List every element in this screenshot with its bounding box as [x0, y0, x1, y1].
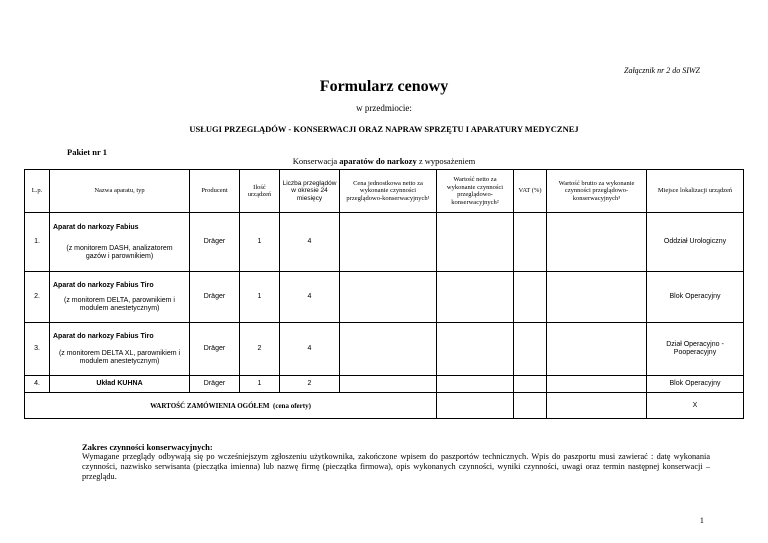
row-location: Blok Operacyjny	[647, 272, 744, 323]
row-device	[50, 213, 190, 272]
table-row	[25, 213, 744, 272]
device-detail: (z monitorem DELTA, parownikiem i modulem anestetycznym)	[64, 296, 175, 312]
row-net-value[interactable]	[437, 213, 514, 272]
device-detail: (z monitorem DASH, analizatorem gazów i parownikiem)	[66, 244, 173, 260]
row-gross-value[interactable]	[547, 323, 647, 376]
header-unit-price: Cena jednostkowa netto za wykonanie czynności przeglądowo-konserwacyjnych¹	[340, 170, 437, 213]
header-lp: L.p.	[25, 170, 50, 213]
header-inspections: Liczba przeglądów w okresie 24 miesięcy	[280, 170, 340, 213]
price-table	[24, 169, 744, 419]
row-gross-value[interactable]	[547, 376, 647, 393]
page-number: 1	[699, 515, 704, 525]
row-unit-price[interactable]	[340, 323, 437, 376]
konserwacja-line	[0, 156, 768, 166]
subject-line: w przedmiocie:	[356, 103, 412, 113]
row-gross-value[interactable]	[547, 213, 647, 272]
row-vat[interactable]	[514, 213, 547, 272]
row-producer: Dräger	[190, 323, 240, 376]
row-lp: 3.	[25, 323, 50, 376]
row-net-value[interactable]	[437, 272, 514, 323]
header-vat: VAT (%)	[514, 170, 547, 213]
row-device	[50, 272, 190, 323]
row-unit-price[interactable]	[340, 213, 437, 272]
table-row	[25, 376, 744, 393]
row-lp: 1.	[25, 213, 50, 272]
row-producer: Dräger	[190, 213, 240, 272]
header-qty: Ilość urządzeń	[240, 170, 280, 213]
total-gross-value[interactable]	[547, 393, 647, 419]
total-vat[interactable]	[514, 393, 547, 419]
row-vat[interactable]	[514, 323, 547, 376]
konserwacja-suffix: z wyposażeniem	[416, 156, 476, 166]
total-label	[25, 393, 437, 419]
total-note: (cena oferty)	[273, 401, 311, 410]
scope-text: Wymagane przeglądy odbywają się po wcześniejszym zgłoszeniu użytkownika, zakończone wpisem do paszportów technicznych. Wpis do paszportu musi zawierać : datę wykonania czynności, nazwisko serwisanta (pieczątka imienna) lub nazwę firmę (pieczątka firmowa), opis wykonanych czynności, wyniki czynności, uwagi oraz termin następnej konserwacji – przeglądu.	[82, 452, 710, 481]
row-producer: Dräger	[190, 272, 240, 323]
konserwacja-prefix: Konserwacja	[292, 156, 340, 166]
row-location: Blok Operacyjny	[647, 376, 744, 393]
table-header-row	[25, 170, 744, 213]
device-detail: (z monitorem DELTA XL, parownikiem i modulem anestetycznym)	[58, 349, 181, 365]
row-lp: 2.	[25, 272, 50, 323]
page-title: Formularz cenowy	[319, 78, 449, 95]
row-inspections: 4	[280, 272, 340, 323]
row-vat[interactable]	[514, 272, 547, 323]
row-inspections: 4	[280, 323, 340, 376]
total-row	[25, 393, 744, 419]
row-inspections: 4	[280, 213, 340, 272]
total-net-value[interactable]	[437, 393, 514, 419]
row-location: Dział Operacyjno - Pooperacyjny	[647, 323, 744, 376]
row-device: Układ KUHNA	[50, 376, 190, 393]
header-name: Nazwa aparatu, typ	[50, 170, 190, 213]
annex-label: Załącznik nr 2 do SIWZ	[624, 66, 700, 75]
row-qty: 2	[240, 323, 280, 376]
package-label: Pakiet nr 1	[67, 147, 107, 157]
row-net-value[interactable]	[437, 376, 514, 393]
row-unit-price[interactable]	[340, 272, 437, 323]
scope-title: Zakres czynności konserwacyjnych:	[82, 442, 213, 452]
row-net-value[interactable]	[437, 323, 514, 376]
header-producer: Producent	[190, 170, 240, 213]
device-title: Aparat do narkozy Fabius Tiro	[53, 332, 154, 340]
row-qty: 1	[240, 272, 280, 323]
row-location: Oddział Urologiczny	[647, 213, 744, 272]
device-title: Aparat do narkozy Fabius	[53, 223, 139, 231]
header-net-value: Wartość netto za wykonanie czynności przeglądowo-konserwacyjnych²	[437, 170, 514, 213]
header-location: Miejsce lokalizacji urządzeń	[647, 170, 744, 213]
table-row	[25, 272, 744, 323]
services-title: USŁUGI PRZEGLĄDÓW - KONSERWACJI ORAZ NAPRAW SPRZĘTU I APARATURY MEDYCZNEJ	[189, 124, 579, 134]
row-producer: Dräger	[190, 376, 240, 393]
total-label-text: WARTOŚĆ ZAMÓWIENIA OGÓŁEM	[150, 401, 270, 410]
row-gross-value[interactable]	[547, 272, 647, 323]
row-qty: 1	[240, 213, 280, 272]
row-lp: 4.	[25, 376, 50, 393]
row-vat[interactable]	[514, 376, 547, 393]
total-x: X	[647, 393, 744, 419]
konserwacja-bold: aparatów do narkozy	[339, 156, 417, 166]
device-title: Aparat do narkozy Fabius Tiro	[53, 281, 154, 289]
row-unit-price[interactable]	[340, 376, 437, 393]
row-qty: 1	[240, 376, 280, 393]
header-gross-value: Wartość brutto za wykonanie czynności przeglądowo-konserwacyjnych³	[547, 170, 647, 213]
row-inspections: 2	[280, 376, 340, 393]
row-device	[50, 323, 190, 376]
table-row	[25, 323, 744, 376]
